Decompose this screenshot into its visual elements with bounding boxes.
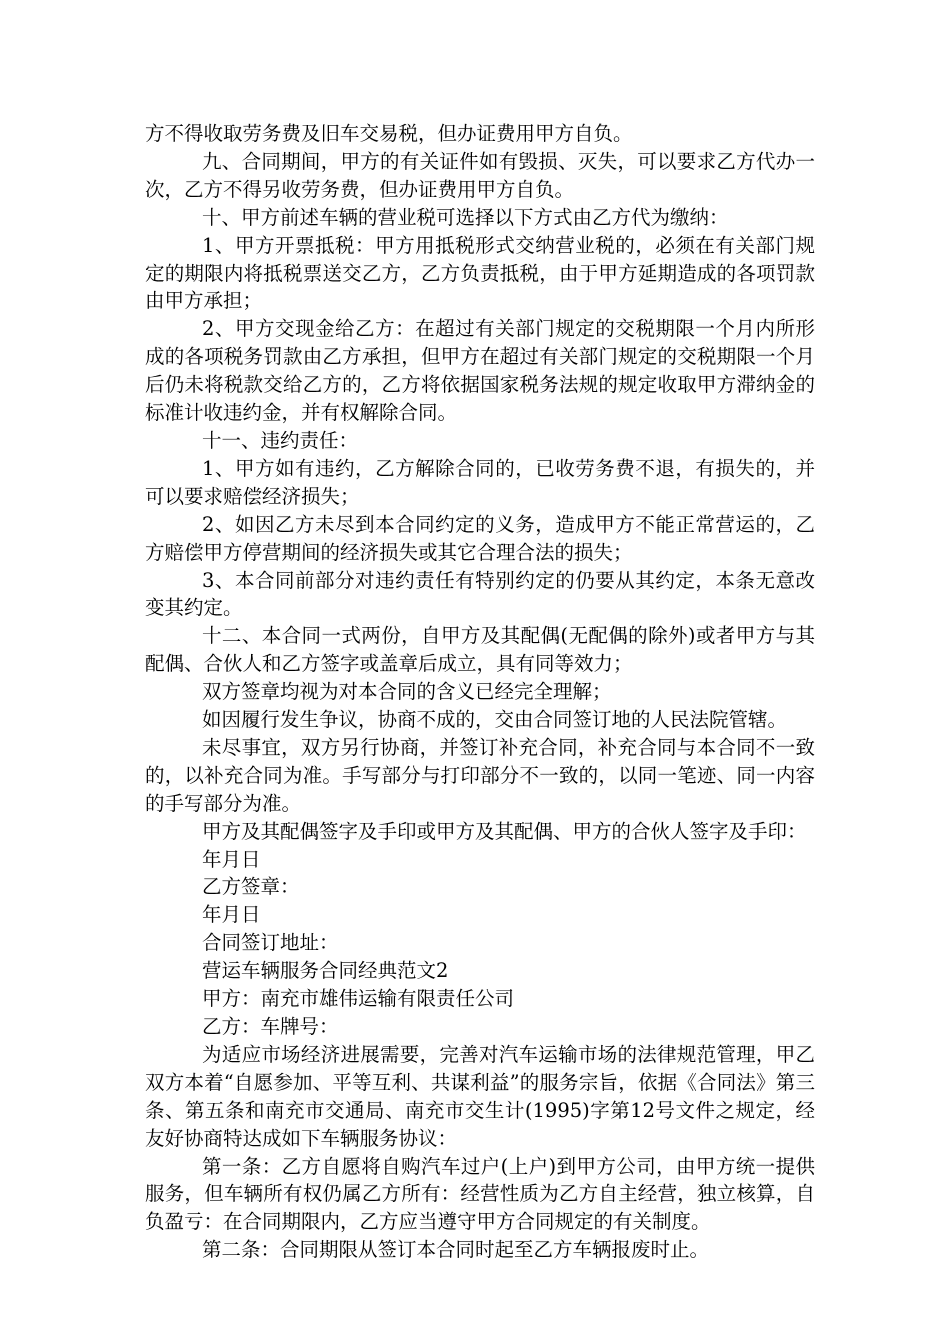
paragraph-signatures-understood: 双方签章均视为对本合同的含义已经完全理解； bbox=[202, 680, 612, 704]
paragraph-dispute: 如因履行发生争议，协商不成的，交由合同签订地的人民法院管辖。 bbox=[202, 708, 788, 732]
clause-eleven-item-3: 3、本合同前部分对违约责任有特别约定的仍要从其约定，本条无意改变其约定。 bbox=[145, 568, 815, 620]
clause-nine: 九、合同期间，甲方的有关证件如有毁损、灭失，可以要求乙方代办一次，乙方不得另收劳务费，但办证费用甲方自负。 bbox=[145, 149, 815, 201]
date-line-a: 年月日 bbox=[202, 847, 261, 871]
clause-twelve: 十二、本合同一式两份，自甲方及其配偶(无配偶的除外)或者甲方与其配偶、合伙人和乙方签字或盖章后成立，具有同等效力； bbox=[145, 624, 815, 676]
date-line-b: 年月日 bbox=[202, 903, 261, 927]
contract-address: 合同签订地址： bbox=[202, 931, 339, 955]
clause-eleven: 十一、违约责任： bbox=[202, 428, 359, 452]
paragraph-continuation: 方不得收取劳务费及旧车交易税，但办证费用甲方自负。 bbox=[145, 122, 633, 145]
party-b-line: 乙方：车牌号： bbox=[202, 1015, 339, 1038]
clause-eleven-item-1: 1、甲方如有违约，乙方解除合同的，已收劳务费不退，有损失的，并可以要求赔偿经济损失； bbox=[145, 456, 815, 508]
party-a-line: 甲方：南充市雄伟运输有限责任公司 bbox=[202, 987, 515, 1011]
signature-party-b: 乙方签章： bbox=[202, 875, 300, 899]
signature-party-a: 甲方及其配偶签字及手印或甲方及其配偶、甲方的合伙人签字及手印： bbox=[202, 819, 807, 843]
paragraph-supplementary: 未尽事宜，双方另行协商，并签订补充合同，补充合同与本合同不一致的，以补充合同为准。手写部分与打印部分不一致的，以同一笔迹、同一内容的手写部分为准。 bbox=[145, 735, 815, 815]
section-title: 营运车辆服务合同经典范文2 bbox=[202, 959, 449, 983]
clause-ten-item-1: 1、甲方开票抵税：甲方用抵税形式交纳营业税的，必须在有关部门规定的期限内将抵税票送交乙方，乙方负责抵税，由于甲方延期造成的各项罚款由甲方承担； bbox=[145, 233, 815, 313]
clause-ten-item-2: 2、甲方交现金给乙方：在超过有关部门规定的交税期限一个月内所形成的各项税务罚款由乙方承担，但甲方在超过有关部门规定的交税期限一个月后仍未将税款交给乙方的，乙方将依据国家税务法规的规定收取甲方滞纳金的标准计收违约金，并有权解除合同。 bbox=[145, 317, 815, 425]
clause-ten: 十、甲方前述车辆的营业税可选择以下方式由乙方代为缴纳： bbox=[202, 205, 729, 229]
article-two: 第二条：合同期限从签订本合同时起至乙方车辆报废时止。 bbox=[202, 1238, 710, 1262]
document-page bbox=[145, 120, 815, 1264]
clause-eleven-item-2: 2、如因乙方未尽到本合同约定的义务，造成甲方不能正常营运的，乙方赔偿甲方停营期间的经济损失或其它合理合法的损失； bbox=[145, 512, 815, 564]
preamble: 为适应市场经济进展需要，完善对汽车运输市场的法律规范管理，甲乙双方本着“自愿参加、平等互利、共谋利益”的服务宗旨，依据《合同法》第三条、第五条和南充市交通局、南充市交生计(1995)字第12号文件之规定，经友好协商特达成如下车辆服务协议： bbox=[145, 1042, 815, 1150]
article-one: 第一条：乙方自愿将自购汽车过户(上户)到甲方公司，由甲方统一提供服务，但车辆所有权仍属乙方所有：经营性质为乙方自主经营，独立核算，自负盈亏：在合同期限内，乙方应当遵守甲方合同规定的有关制度。 bbox=[145, 1154, 815, 1234]
